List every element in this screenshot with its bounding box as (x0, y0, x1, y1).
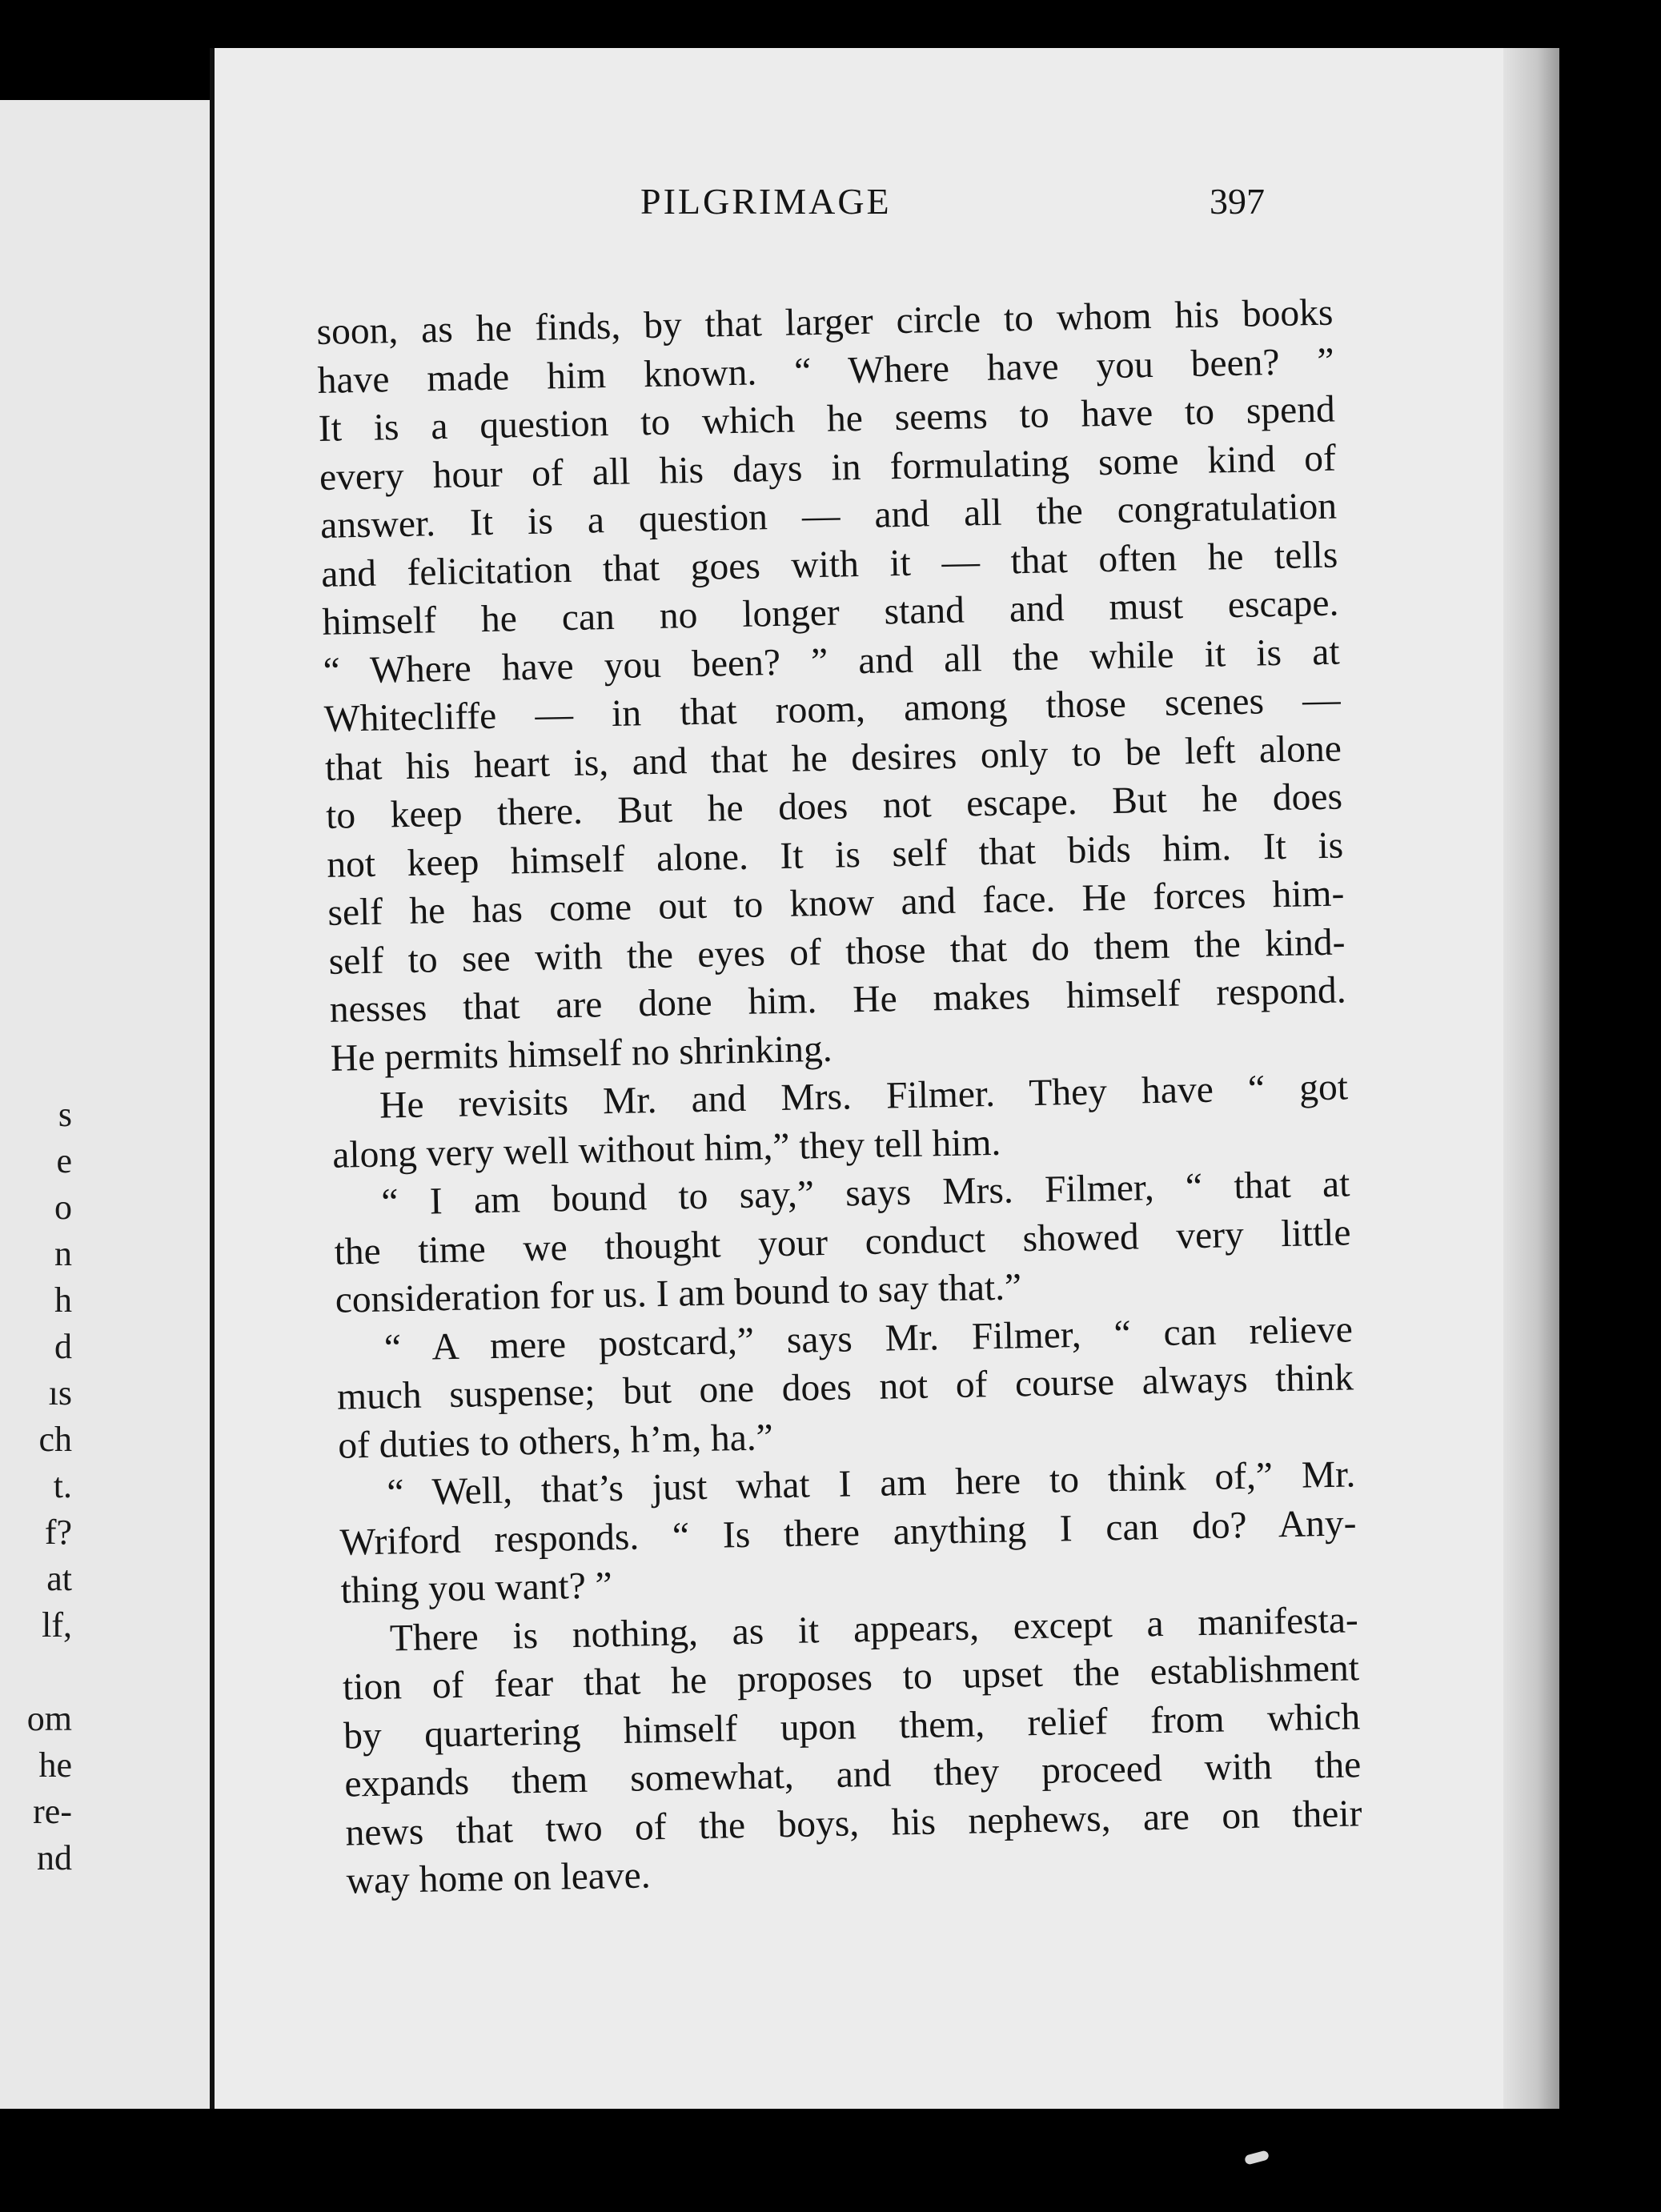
scan-speck (1244, 2150, 1270, 2165)
text-line: He permits himself no shrinking. (330, 1028, 833, 1080)
page-body (316, 289, 1363, 1906)
text-line: answer. It is a question — and all the congratulation (319, 485, 1338, 547)
left-page-fragment: d (54, 1327, 72, 1366)
left-page-fragment: f? (44, 1513, 72, 1552)
left-page-fragment: o (54, 1188, 72, 1227)
text-line: and felicitation that goes with it — that often he tells (320, 534, 1338, 595)
text-line: tion of fear that he proposes to upset the establishment (342, 1647, 1360, 1709)
text-line: that his heart is, and that he desires only to be left alone (324, 727, 1342, 789)
left-page-fragment: ıs (48, 1373, 72, 1413)
text-line: have made him known. “ Where have you been? ” (317, 340, 1335, 402)
left-page-fragment: e (56, 1141, 72, 1180)
text-line: news that two of the boys, his nephews, are on their (345, 1792, 1362, 1854)
text-line: expands them somewhat, and they proceed with the (343, 1744, 1362, 1805)
text-line: consideration for us. I am bound to say that.” (335, 1266, 1022, 1321)
left-page-fragment: h (54, 1280, 72, 1320)
left-page-fragment: n (54, 1234, 72, 1273)
text-line: to keep there. But he does not escape. But he does (325, 775, 1343, 837)
text-line: along very well without him,” they tell him. (331, 1121, 1001, 1176)
text-line: Wriford responds. “ Is there anything I can do? Any- (339, 1501, 1357, 1564)
text-line: thing you want? ” (340, 1565, 613, 1612)
left-page-fragment: nd (37, 1838, 72, 1877)
text-line: It is a question to which he seems to have to spend (318, 388, 1336, 450)
text-line: “ Well, that’s just what I am here to think of,” Mr. (386, 1453, 1356, 1514)
text-line: He revisits Mr. and Mrs. Filmer. They have “ got (379, 1066, 1349, 1127)
left-page-fragment: s (58, 1095, 72, 1134)
text-line: the time we thought your conduct showed very little (334, 1211, 1351, 1273)
text-line: “ A mere postcard,” says Mr. Filmer, “ can relieve (383, 1308, 1354, 1369)
text-line: Whitecliffe — in that room, among those scenes — (323, 679, 1342, 740)
text-line: nesses that are done him. He makes himself respond. (329, 969, 1347, 1031)
text-line: self he has come out to know and face. He forces him- (327, 872, 1345, 934)
left-page-fragment: ch (38, 1420, 72, 1459)
text-line: by quartering himself upon them, relief from which (343, 1695, 1361, 1757)
page-gutter-shadow (1503, 48, 1559, 2109)
left-page-fragment: om (26, 1699, 72, 1738)
running-header (448, 180, 1297, 236)
text-line: soon, as he finds, by that larger circle to whom his books (316, 291, 1334, 353)
text-line: There is nothing, as it appears, except a manifesta- (389, 1598, 1359, 1660)
text-line: of duties to others, h’m, ha.” (337, 1416, 774, 1467)
text-line: every hour of all his days in formulating some kind of (319, 437, 1337, 499)
text-line: much suspense; but one does not of course always think (336, 1356, 1354, 1418)
text-line: self to see with the eyes of those that do them the kind- (328, 920, 1346, 983)
text-line: “ Where have you been? ” and all the while it is at (323, 631, 1340, 692)
running-title: PILGRIMAGE (640, 181, 892, 222)
text-line: way home on leave. (346, 1854, 652, 1902)
text-line: not keep himself alone. It is self that bids him. It is (326, 823, 1344, 886)
left-page-fragment: re- (33, 1792, 72, 1831)
left-page-fragment: he (38, 1745, 72, 1785)
page-number: 397 (1210, 181, 1265, 222)
text-line: “ I am bound to say,” says Mrs. Filmer, “ that at (380, 1163, 1350, 1224)
left-page-fragment: lf, (42, 1605, 72, 1645)
text-line: himself he can no longer stand and must escape. (322, 582, 1339, 643)
left-page-fragment: t. (53, 1466, 72, 1505)
previous-page-edge (0, 100, 215, 2109)
left-page-fragment: at (46, 1559, 72, 1598)
